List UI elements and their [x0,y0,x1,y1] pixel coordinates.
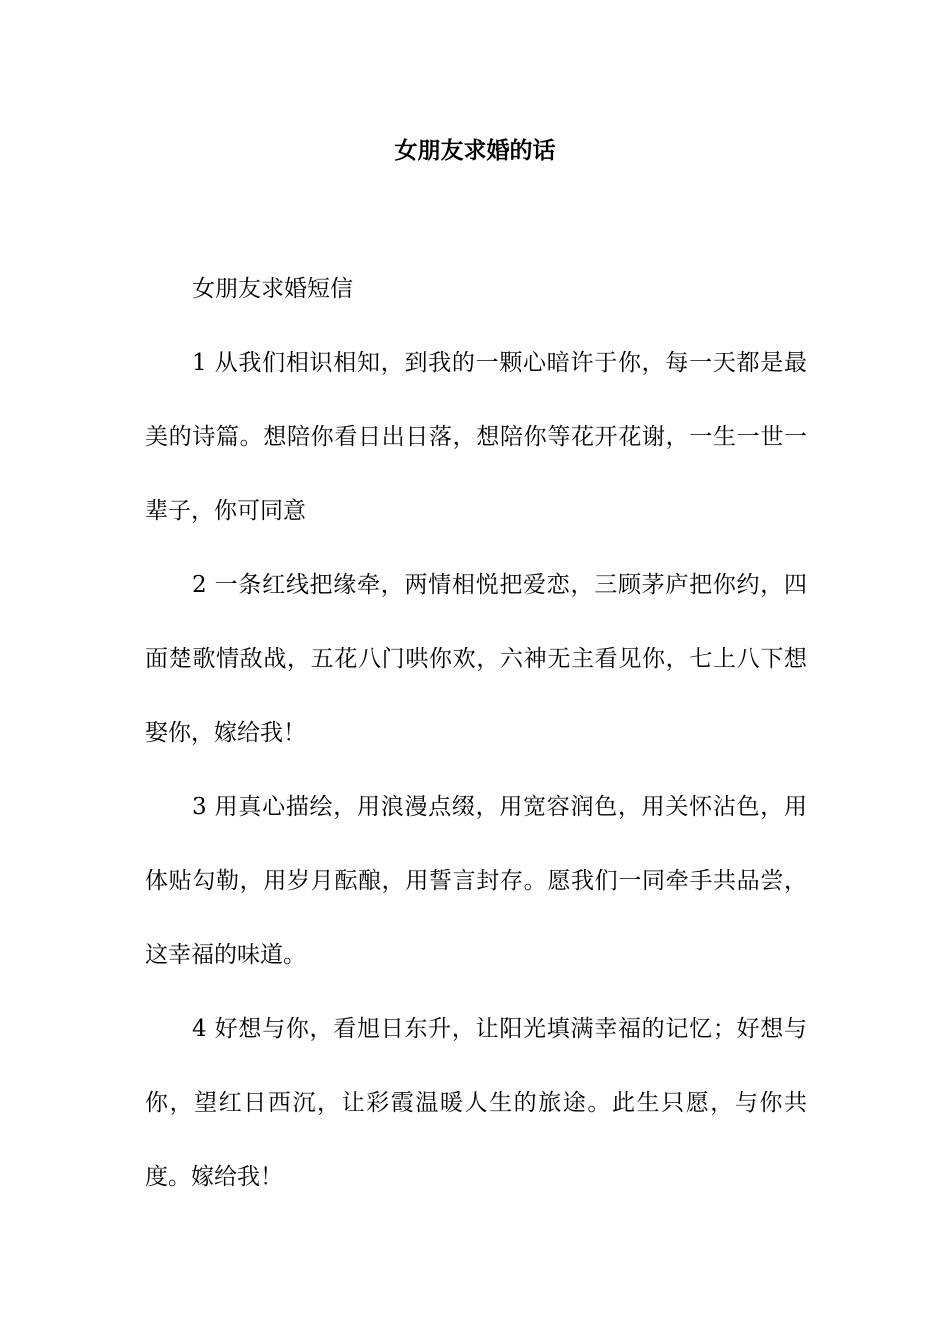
document-body [145,252,807,1214]
paragraph-subtitle: 女朋友求婚短信 [192,276,353,302]
paragraph-message-1: 1 从我们相识相知，到我的一颗心暗许于你，每一天都是最美的诗篇。想陪你看日出日落，想陪你等花开花谢，一生一世一辈子，你可同意 [145,350,807,524]
paragraph-message-3: 3 用真心描绘，用浪漫点缀，用宽容润色，用关怀沾色，用体贴勾勒，用岁月酝酿，用誓言封存。愿我们一同牵手共品尝，这幸福的味道。 [145,794,807,968]
paragraph-message-4: 4 好想与你，看旭日东升，让阳光填满幸福的记忆；好想与你，望红日西沉，让彩霞温暖人生的旅途。此生只愿，与你共度。嫁给我！ [145,1016,807,1190]
paragraph-message-2: 2 一条红线把缘牵，两情相悦把爱恋，三顾茅庐把你约，四面楚歌情敌战，五花八门哄你欢，六神无主看见你，七上八下想娶你，嫁给我！ [145,572,807,746]
page-title: 女朋友求婚的话 [394,137,556,164]
